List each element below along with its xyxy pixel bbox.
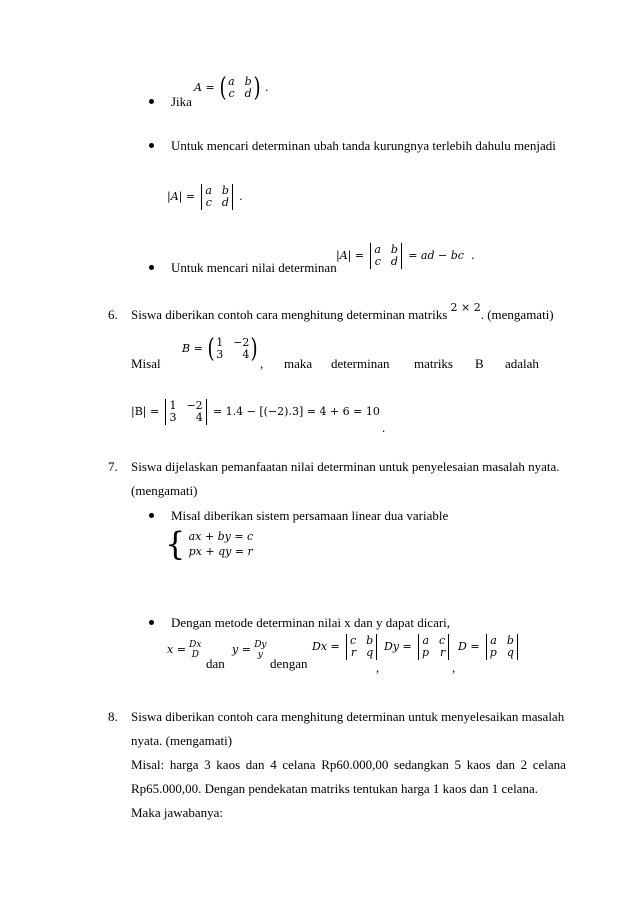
q7-bullet-2: Dengan metode determinan nilai x dan y dapat dicari, bbox=[171, 615, 451, 630]
untuk-text-2: Untuk mencari nilai determinan bbox=[171, 260, 337, 275]
comma: , bbox=[452, 660, 456, 675]
dengan-label: dengan bbox=[270, 656, 308, 671]
q8-line2: nyata. (mengamati) bbox=[131, 733, 233, 748]
d-def: D = a b p q bbox=[458, 634, 521, 660]
bullet bbox=[149, 513, 154, 518]
q8-line4: Rp65.000,00. Dengan pendekatan matriks tentukan harga 1 kaos dan 1 celana. bbox=[131, 781, 538, 796]
q6-word: determinan bbox=[331, 356, 390, 371]
x-formula: x = Dx D bbox=[167, 640, 202, 660]
dan-label: dan bbox=[206, 656, 225, 671]
q6-word: matriks bbox=[414, 356, 453, 371]
q8-line1: Siswa diberikan contoh cara menghitung determinan untuk menyelesaikan masalah bbox=[131, 709, 565, 724]
det-a-form: |A| = a b c d . bbox=[167, 184, 243, 209]
q6-text: Siswa diberikan contoh cara menghitung determinan matriks $^{2 \times 2}$. (mengamati) bbox=[131, 301, 554, 322]
bullet bbox=[149, 99, 154, 104]
dx-def: Dx = c b r q bbox=[312, 634, 380, 660]
bullet bbox=[149, 265, 154, 270]
q7-line2: (mengamati) bbox=[131, 483, 198, 498]
q8-line5: Maka jawabanya: bbox=[131, 805, 224, 820]
q6-word: B bbox=[475, 356, 484, 371]
matrix-b-def: B = ( 1 −2 3 4 ) bbox=[182, 334, 259, 364]
item-number: 8. bbox=[108, 709, 118, 724]
q6-word: maka bbox=[284, 356, 313, 371]
linear-system: { ax + by = c px + qy = r bbox=[165, 525, 254, 563]
q6-word: adalah bbox=[505, 356, 539, 371]
det-b-calc: |B| = 1 −2 3 4 = 1.4 − [(−2).3] = 4 + 6 = 10 bbox=[131, 399, 380, 424]
y-formula: y = Dy y bbox=[232, 640, 267, 660]
item-number: 6. bbox=[108, 307, 118, 322]
comma: , bbox=[260, 356, 264, 371]
item-number: 7. bbox=[108, 459, 118, 474]
q8-line3: Misal: harga 3 kaos dan 4 celana Rp60.000,00 sedangkan 5 kaos dan 2 celana bbox=[131, 757, 566, 772]
bullet bbox=[149, 620, 154, 625]
comma: , bbox=[376, 660, 380, 675]
det-a-formula: |A| = a b c d = ad − bc . bbox=[336, 243, 475, 268]
q7-bullet-1: Misal diberikan sistem persamaan linear dua variable bbox=[171, 508, 449, 523]
period: . bbox=[382, 420, 386, 435]
q7-line1: Siswa dijelaskan pemanfaatan nilai determinan untuk penyelesaian masalah nyata. bbox=[131, 459, 560, 474]
untuk-text-1: Untuk mencari determinan ubah tanda kurungnya terlebih dahulu menjadi bbox=[171, 138, 556, 153]
jika-label: Jika bbox=[171, 94, 192, 109]
misal-label: Misal bbox=[131, 356, 161, 371]
dy-def: Dy = a c p r bbox=[384, 634, 452, 660]
matrix-a-def: A = ( a b c d ) . bbox=[194, 73, 269, 103]
bullet bbox=[149, 143, 154, 148]
